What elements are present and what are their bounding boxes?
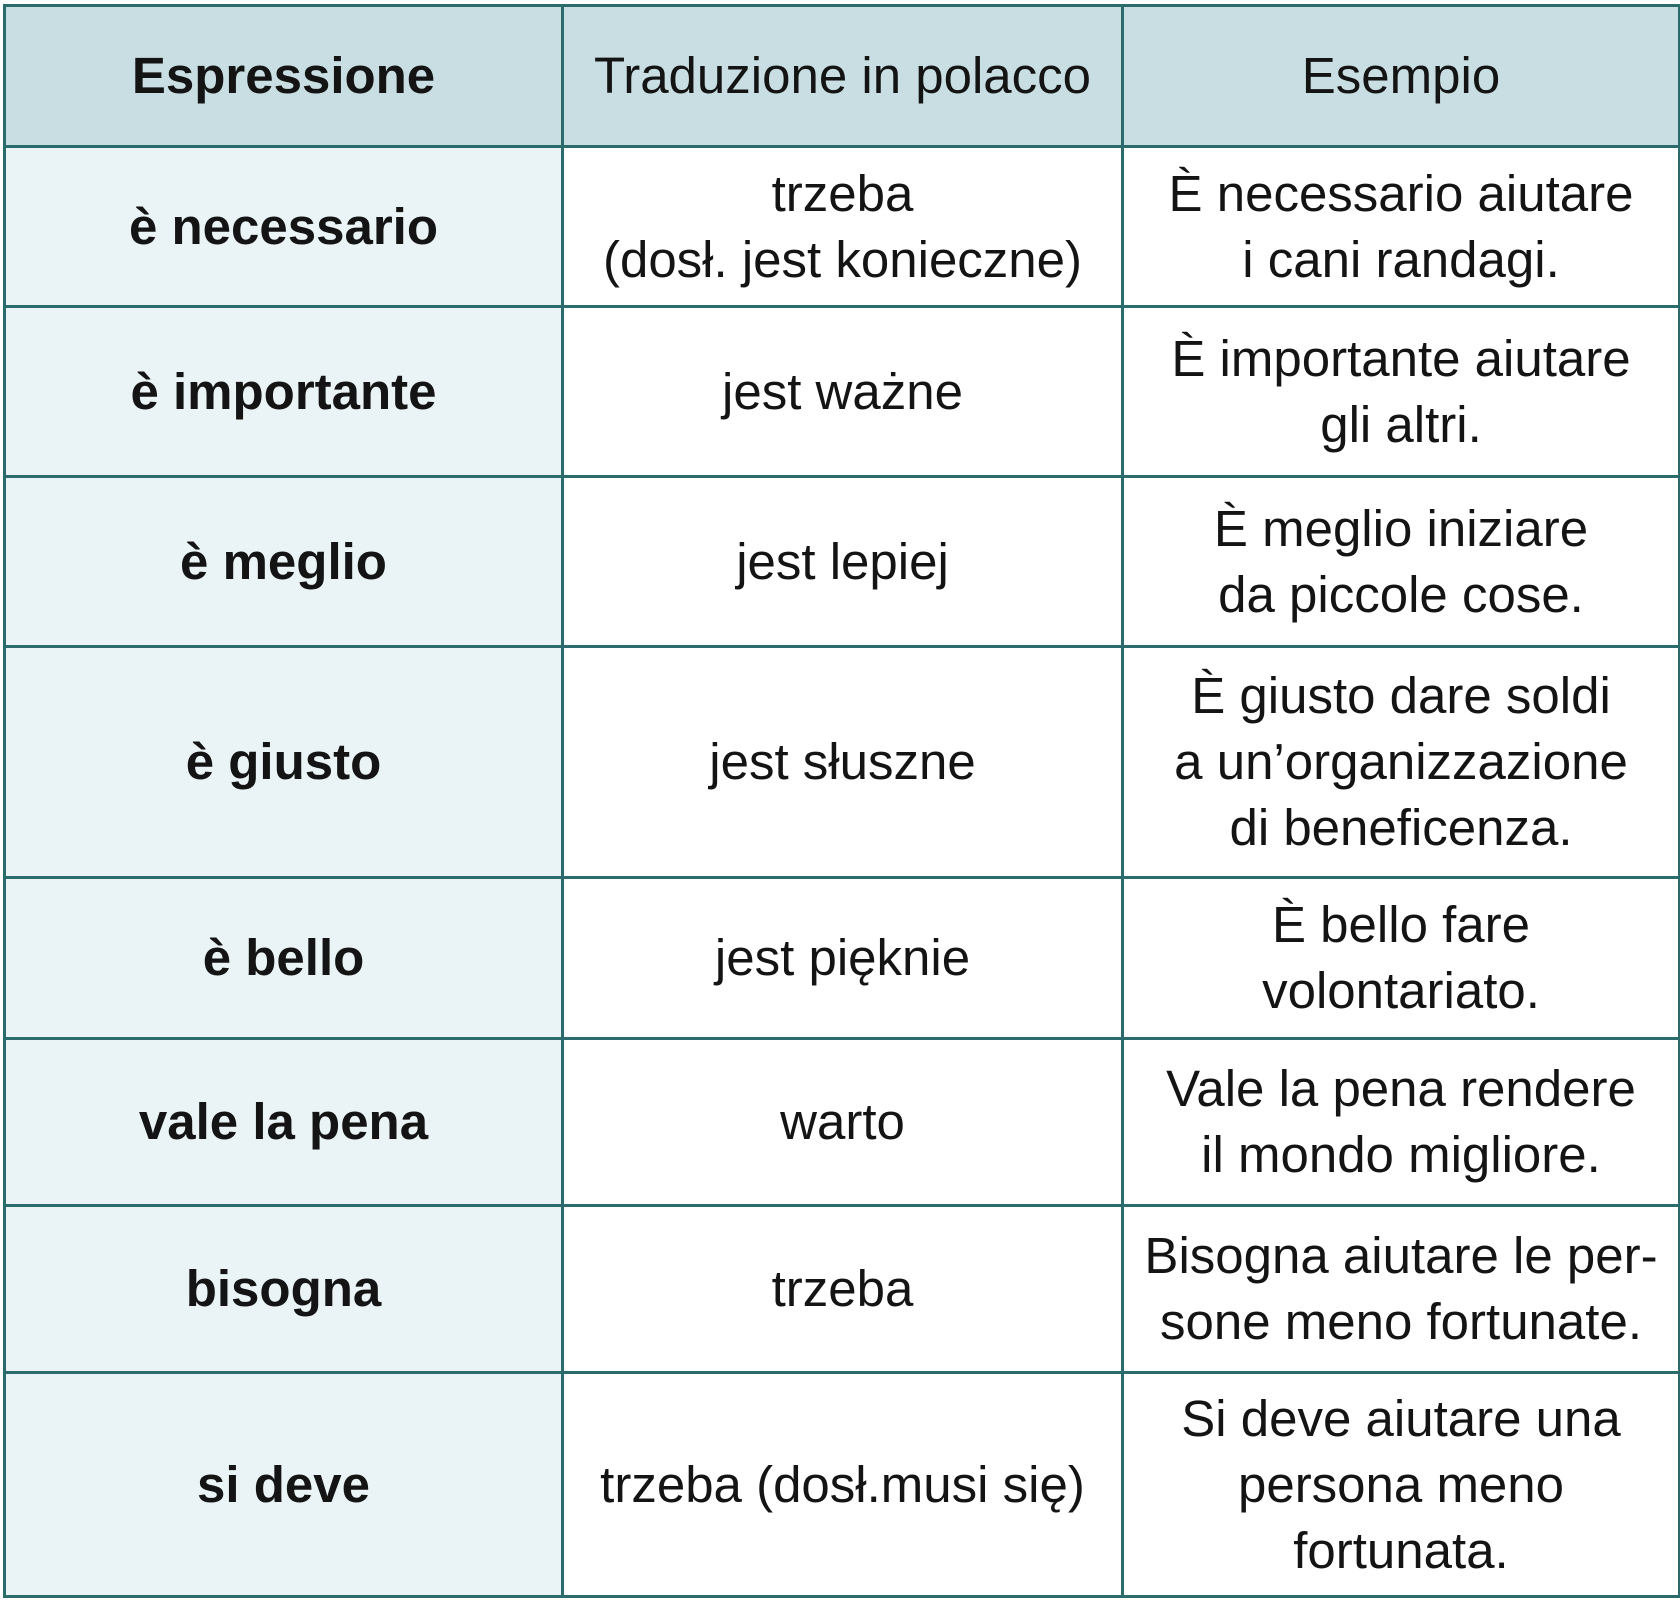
expression-text: è bello [202, 929, 365, 986]
translation-line: jest słuszne [709, 733, 976, 790]
cell-expression [5, 1373, 563, 1597]
header-example: Esempio [1123, 6, 1680, 147]
example-line: gli altri. [1320, 395, 1482, 453]
cell-example [1123, 1206, 1680, 1373]
example-line: È importante aiutare [1171, 329, 1631, 387]
example-line: volontariato. [1262, 962, 1540, 1019]
cell-translation [563, 477, 1123, 647]
expression-text: è meglio [180, 532, 387, 590]
cell-translation [563, 1039, 1123, 1206]
translation-line: (dosł. jest konieczne) [602, 230, 1083, 288]
example-line: È necessario aiutare [1168, 164, 1634, 222]
cell-expression [5, 878, 563, 1039]
expression-text: vale la pena [138, 1093, 429, 1150]
expression-text: bisogna [185, 1260, 382, 1317]
cell-example [1123, 1373, 1680, 1597]
expressions-table [3, 4, 1680, 1598]
cell-example [1123, 477, 1680, 647]
example-line: a un’organizzazione [1174, 733, 1628, 790]
header-translation: Traduzione in polacco [563, 6, 1123, 147]
example-line: È bello fare [1272, 896, 1530, 953]
cell-expression [5, 647, 563, 878]
example-line: Vale la pena rendere [1166, 1060, 1636, 1117]
table-row [5, 647, 1680, 878]
table-row [5, 1373, 1680, 1597]
cell-expression [5, 307, 563, 477]
example-line: È giusto dare soldi [1191, 667, 1611, 724]
table-header-row [5, 6, 1680, 147]
example-line: di beneficenza. [1229, 799, 1573, 856]
translation-line: trzeba [771, 1260, 914, 1317]
translation-line: trzeba [771, 164, 914, 222]
cell-example [1123, 1039, 1680, 1206]
cell-translation [563, 1373, 1123, 1597]
table-row [5, 1039, 1680, 1206]
cell-example [1123, 647, 1680, 878]
cell-translation [563, 147, 1123, 307]
translation-line: trzeba (dosł.musi się) [600, 1455, 1085, 1513]
cell-example [1123, 878, 1680, 1039]
translation-line: jest ważne [722, 362, 963, 420]
header-expression: Espressione [5, 6, 563, 147]
example-line: persona meno [1237, 1455, 1565, 1513]
table-row [5, 878, 1680, 1039]
example-line: il mondo migliore. [1201, 1126, 1601, 1183]
expression-text: si deve [197, 1455, 370, 1513]
example-line: fortunata. [1293, 1521, 1509, 1579]
example-line: È meglio iniziare [1213, 499, 1589, 557]
example-line: Si deve aiutare una [1181, 1389, 1621, 1447]
expression-text: è necessario [128, 197, 439, 255]
table-row [5, 477, 1680, 647]
cell-translation [563, 878, 1123, 1039]
example-line: i cani randagi. [1242, 230, 1560, 288]
expression-text: è importante [130, 362, 437, 420]
cell-expression [5, 147, 563, 307]
expression-text: è giusto [185, 733, 382, 790]
cell-expression [5, 477, 563, 647]
example-line: Bisogna aiutare le per- [1144, 1227, 1658, 1284]
example-line: sone meno fortunate. [1160, 1293, 1642, 1350]
table-body [5, 147, 1680, 1597]
cell-example [1123, 147, 1680, 307]
table-row [5, 1206, 1680, 1373]
translation-line: jest pięknie [714, 929, 971, 986]
cell-translation [563, 307, 1123, 477]
cell-expression [5, 1206, 563, 1373]
translation-line: jest lepiej [736, 532, 949, 590]
cell-translation [563, 647, 1123, 878]
example-line: da piccole cose. [1218, 565, 1584, 623]
table-row [5, 307, 1680, 477]
table-row [5, 147, 1680, 307]
translation-line: warto [780, 1093, 905, 1150]
cell-translation [563, 1206, 1123, 1373]
cell-example [1123, 307, 1680, 477]
cell-expression [5, 1039, 563, 1206]
